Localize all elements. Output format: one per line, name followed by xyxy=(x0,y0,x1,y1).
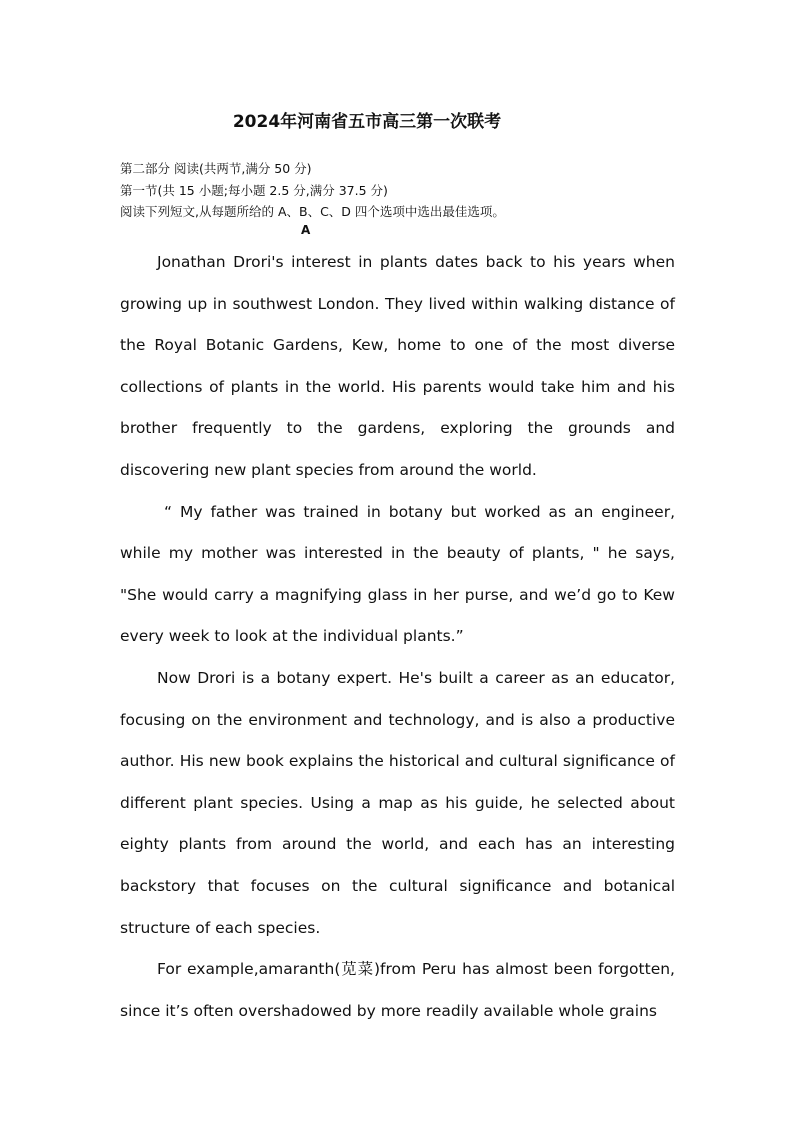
directions-text: 阅读下列短文,从每题所给的 A、B、C、D 四个选项中选出最佳选项。 xyxy=(120,204,505,219)
paragraph-4: For example,amaranth(苋菜)from Peru has almost been forgotten, since it’s often overshadowed by more readily available whole grains xyxy=(120,960,675,1020)
passage-label: A xyxy=(301,223,311,237)
part-heading: 第二部分 阅读(共两节,满分 50 分) xyxy=(120,161,312,176)
page-title: 2024年河南省五市高三第一次联考 xyxy=(232,112,502,132)
passage-body xyxy=(120,242,675,1032)
section-heading: 第一节(共 15 小题;每小题 2.5 分,满分 37.5 分) xyxy=(120,183,388,198)
paragraph-3: Now Drori is a botany expert. He's built a career as an educator, focusing on the environment and technology, and is also a productive author. His new book explains the historical and cultural significance of different plant species. Using a map as his guide, he selected about eighty plants from around the world, and each has an interesting backstory that focuses on the cultural significance and botanical structure of each species. xyxy=(120,668,675,937)
paragraph-2: “ My father was trained in botany but worked as an engineer, while my mother was interested in the beauty of plants, " he says, "She would carry a magnifying glass in her purse, and we’d go to Kew every week to look at the individual plants.” xyxy=(120,502,675,646)
paragraph-1: Jonathan Drori's interest in plants dates back to his years when growing up in southwest London. They lived within walking distance of the Royal Botanic Gardens, Kew, home to one of the most diverse collections of plants in the world. His parents would take him and his brother frequently to the gardens, exploring the grounds and discovering new plant species from around the world. xyxy=(120,253,675,479)
